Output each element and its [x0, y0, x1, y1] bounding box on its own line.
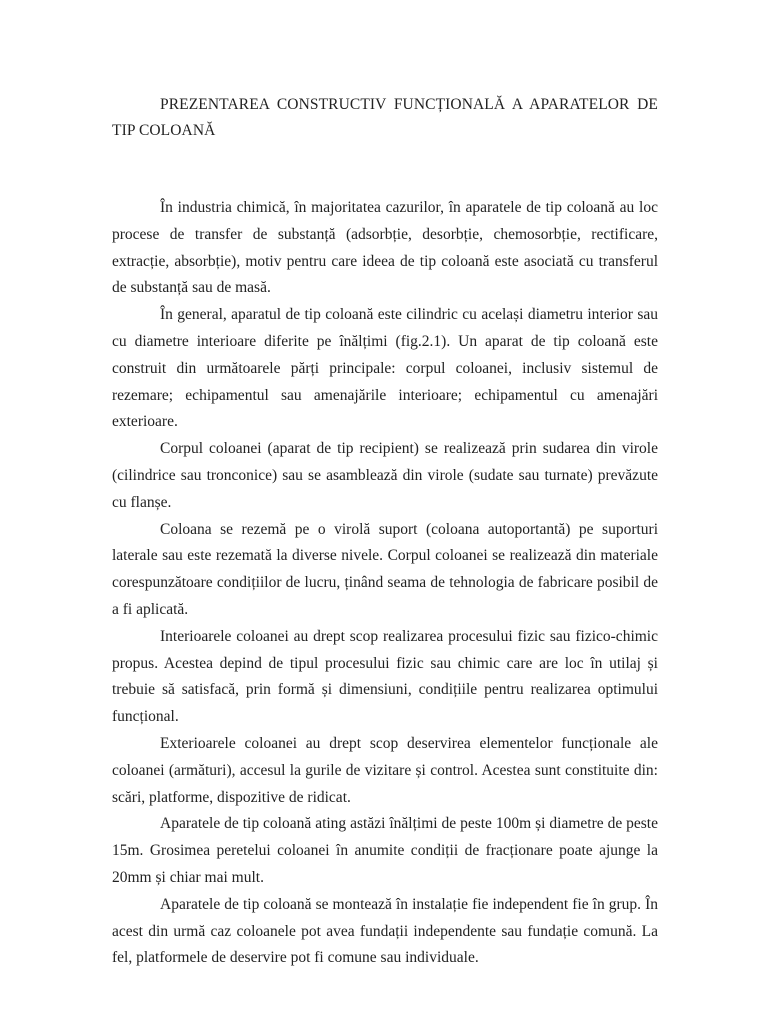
document-title: PREZENTAREA CONSTRUCTIV FUNCȚIONALĂ A APARATELOR DE TIP COLOANĂ [112, 96, 658, 139]
paragraph-1: În industria chimică, în majoritatea cazurilor, în aparatele de tip coloană au loc procese de transfer de substanță (adsorbție, desorbție, chemosorbție, rectificare, extracție, absorbție), motiv pentru care ideea de tip coloană este asociată cu transferul de substanță sau de masă. [112, 199, 658, 297]
paragraph-6: Exterioarele coloanei au drept scop deservirea elementelor funcționale ale coloanei (armături), accesul la gurile de vizitare și control. Acestea sunt constituite din: scări, platforme, dispozitive de ridicat. [112, 734, 658, 806]
paragraph-8: Aparatele de tip coloană se montează în instalație fie independent fie în grup. În acest din urmă caz coloanele pot avea fundații independente sau fundație comună. La fel, platformele de deservire pot fi comune sau individuale. [112, 895, 658, 967]
document-body [112, 195, 658, 972]
paragraph-2: În general, aparatul de tip coloană este cilindric cu același diametru interior sau cu diametre interioare diferite pe înălțimi (fig.2.1). Un aparat de tip coloană este construit din următoarele părți principale: corpul coloanei, inclusiv sistemul de rezemare; echipamentul sau amenajările interioare; echipamentul cu amenajări exterioare. [112, 306, 658, 431]
paragraph-3: Corpul coloanei (aparat de tip recipient) se realizează prin sudarea din virole (cilindrice sau tronconice) sau se asamblează din virole (sudate sau turnate) prevăzute cu flanșe. [112, 440, 658, 511]
paragraph-4: Coloana se rezemă pe o virolă suport (coloana autoportantă) pe suporturi laterale sau este rezemată la diverse nivele. Corpul coloanei se realizează din materiale corespunzătoare condițiilor de lucru, ținând seama de tehnologia de fabricare posibil de a fi aplicată. [112, 520, 658, 618]
paragraph-7: Aparatele de tip coloană ating astăzi înălțimi de peste 100m și diametre de peste 15m. Grosimea peretelui coloanei în anumite condiții de fracționare poate ajunge la 20mm și chiar mai mult. [112, 815, 658, 886]
paragraph-5: Interioarele coloanei au drept scop realizarea procesului fizic sau fizico-chimic propus. Acestea depind de tipul procesului fizic sau chimic care are loc în utilaj și trebuie să satisfacă, prin formă și dimensiuni, condițiile pentru realizarea optimului funcțional. [112, 627, 658, 726]
